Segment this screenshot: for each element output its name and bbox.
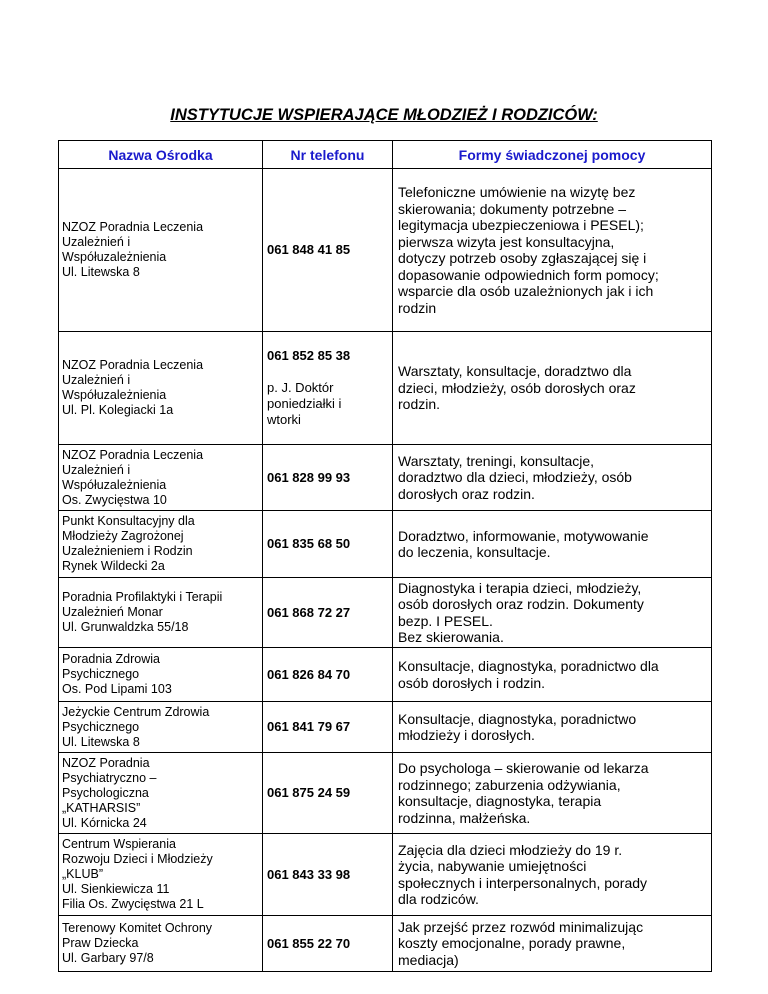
services-description: Do psychologa – skierowanie od lekarza rodzinnego; zaburzenia odżywiania, konsultacje, diagnostyka, terapia rodzinna, małżeńska. bbox=[393, 753, 712, 834]
institution-name: Poradnia Profilaktyki i Terapii Uzależnień Monar Ul. Grunwaldzka 55/18 bbox=[59, 578, 263, 648]
table-row bbox=[59, 169, 712, 332]
services-description: Konsultacje, diagnostyka, poradnictwo młodzieży i dorosłych. bbox=[393, 702, 712, 753]
phone-cell bbox=[263, 332, 393, 445]
phone-number: 061 848 41 85 bbox=[263, 169, 393, 332]
table-row bbox=[59, 445, 712, 511]
services-description: Konsultacje, diagnostyka, poradnictwo dla osób dorosłych i rodzin. bbox=[393, 648, 712, 702]
institution-name: Terenowy Komitet Ochrony Praw Dziecka Ul. Garbary 97/8 bbox=[59, 916, 263, 972]
table-row bbox=[59, 753, 712, 834]
header-services: Formy świadczonej pomocy bbox=[393, 141, 712, 169]
phone-number: 061 852 85 38 bbox=[267, 348, 351, 363]
services-description: Zajęcia dla dzieci młodzieży do 19 r. życia, nabywanie umiejętności społecznych i interpersonalnych, porady dla rodziców. bbox=[393, 834, 712, 916]
services-description: Warsztaty, treningi, konsultacje, doradztwo dla dzieci, młodzieży, osób dorosłych oraz rodzin. bbox=[393, 445, 712, 511]
institution-name: NZOZ Poradnia Leczenia Uzależnień i Współuzależnienia Os. Zwycięstwa 10 bbox=[59, 445, 263, 511]
phone-number: 061 855 22 70 bbox=[263, 916, 393, 972]
institution-name: Poradnia Zdrowia Psychicznego Os. Pod Lipami 103 bbox=[59, 648, 263, 702]
institution-name: Punkt Konsultacyjny dla Młodzieży Zagrożonej Uzależnieniem i Rodzin Rynek Wildecki 2a bbox=[59, 511, 263, 578]
table-row bbox=[59, 648, 712, 702]
header-phone: Nr telefonu bbox=[263, 141, 393, 169]
phone-number: 061 843 33 98 bbox=[263, 834, 393, 916]
services-description: Diagnostyka i terapia dzieci, młodzieży, osób dorosłych oraz rodzin. Dokumenty bezp. I PESEL. Bez skierowania. bbox=[393, 578, 712, 648]
institution-name: NZOZ Poradnia Leczenia Uzależnień i Współuzależnienia Ul. Litewska 8 bbox=[59, 169, 263, 332]
phone-number: 061 835 68 50 bbox=[263, 511, 393, 578]
phone-number: 061 828 99 93 bbox=[263, 445, 393, 511]
services-description: Telefoniczne umówienie na wizytę bez skierowania; dokumenty potrzebne – legitymacja ubezpieczeniowa i PESEL); pierwsza wizyta jest konsultacyjna, dotyczy potrzeb osoby zgłaszającej się i dopasowanie odpowiednich form pomocy; wsparcie dla osób uzależnionych jak i ich rodzin bbox=[393, 169, 712, 332]
phone-number: 061 841 79 67 bbox=[263, 702, 393, 753]
phone-number: 061 826 84 70 bbox=[263, 648, 393, 702]
table-row bbox=[59, 511, 712, 578]
services-description: Doradztwo, informowanie, motywowanie do leczenia, konsultacje. bbox=[393, 511, 712, 578]
phone-number: 061 875 24 59 bbox=[263, 753, 393, 834]
institution-name: Jeżyckie Centrum Zdrowia Psychicznego Ul. Litewska 8 bbox=[59, 702, 263, 753]
institutions-table bbox=[58, 140, 712, 972]
table-row bbox=[59, 702, 712, 753]
table-row bbox=[59, 332, 712, 445]
table-row bbox=[59, 834, 712, 916]
table-header-row bbox=[59, 141, 712, 169]
page-title: INSTYTUCJE WSPIERAJĄCE MŁODZIEŻ I RODZICÓW: bbox=[170, 106, 598, 124]
services-description: Warsztaty, konsultacje, doradztwo dla dzieci, młodzieży, osób dorosłych oraz rodzin. bbox=[393, 332, 712, 445]
phone-number: 061 868 72 27 bbox=[263, 578, 393, 648]
table-row bbox=[59, 916, 712, 972]
phone-note: p. J. Doktór poniedziałki i wtorki bbox=[267, 380, 342, 427]
table-row bbox=[59, 578, 712, 648]
institution-name: NZOZ Poradnia Psychiatryczno – Psychologiczna „KATHARSIS” Ul. Kórnicka 24 bbox=[59, 753, 263, 834]
institution-name: Centrum Wspierania Rozwoju Dzieci i Młodzieży „KLUB” Ul. Sienkiewicza 11 Filia Os. Zwycięstwa 21 L bbox=[59, 834, 263, 916]
header-name: Nazwa Ośrodka bbox=[59, 141, 263, 169]
institution-name: NZOZ Poradnia Leczenia Uzależnień i Współuzależnienia Ul. Pl. Kolegiacki 1a bbox=[59, 332, 263, 445]
services-description: Jak przejść przez rozwód minimalizując koszty emocjonalne, porady prawne, mediacja) bbox=[393, 916, 712, 972]
